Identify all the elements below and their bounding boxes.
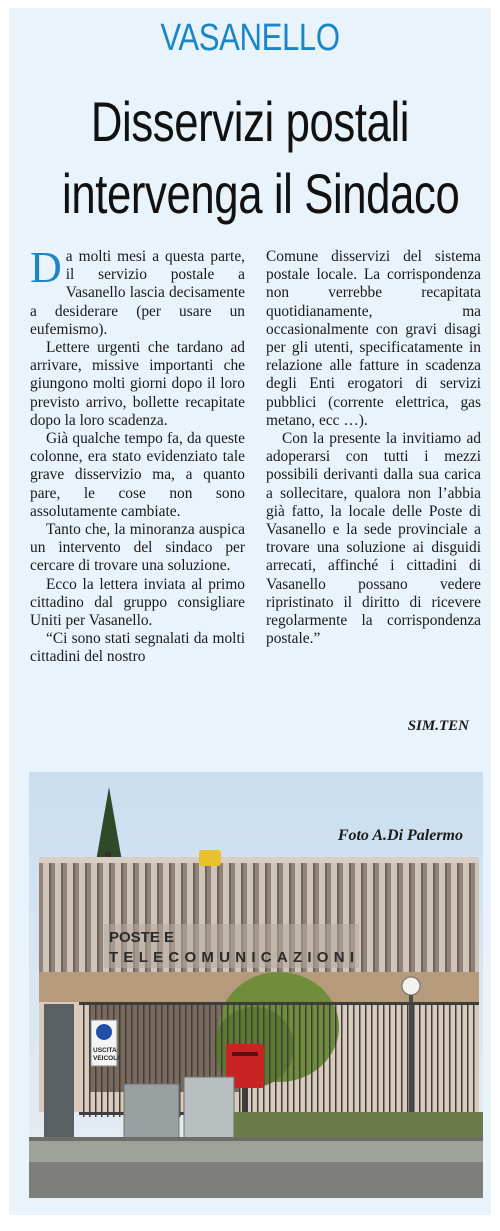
article-paragraph: “Ci sono stati segnalati da molti cittadini del nostro <box>30 630 245 666</box>
no-parking-icon <box>96 1024 112 1040</box>
photo-credit: Foto A.Di Palermo <box>337 827 463 844</box>
post-office-photo <box>29 772 483 1198</box>
building-sign-line-2: TELECOMUNICAZIONI <box>109 949 354 966</box>
headline-line-1: Disservizi postali <box>90 90 410 153</box>
article-paragraph: Lettere urgenti che tardano ad arrivare, missive importanti che giungono molti giorni dopo il loro previsto arrivo, bollette recapitate dopo la loro scadenza. <box>30 339 245 429</box>
drop-cap: D <box>30 243 62 292</box>
article-paragraph: Con la presente la invitiamo ad adoperarsi con tutti i mezzi possibili derivanti dalla sua carica a sollecitare, qualora non l’abbia già fatto, la locale delle Poste di Vasanello e la sede provinciale a trovare una soluzione ai disguidi arrecati, affinché i cittadini di Vasanello possano vedere ripristinato il diritto di ricevere regolarmente la corrispondenza postale.” <box>266 430 481 648</box>
utility-box-right <box>184 1077 234 1139</box>
road <box>29 1162 483 1198</box>
author-signature: SIM.TEN <box>407 718 469 734</box>
building-sign-line-1: POSTE E <box>109 929 175 946</box>
article-body <box>30 243 485 768</box>
headline-line-2: intervenga il Sindaco <box>62 162 460 225</box>
article-column-right <box>266 248 481 648</box>
exit-sign-line-1: USCITA <box>93 1047 117 1054</box>
headline <box>62 86 460 230</box>
poste-logo-icon <box>199 850 221 866</box>
section-label: VASANELLO <box>160 17 340 59</box>
article-paragraph: Da molti mesi a questa parte, il servizio postale a Vasanello lascia decisamente a desiderare (per usare un eufemismo). <box>30 243 245 338</box>
article-paragraph: Comune disservizi del sistema postale locale. La corrispondenza non verrebbe recapitata quotidianamente, ma occasionalmente con gravi disagi per gli utenti, specificatamente in relazione alle fatture in scadenza degli Enti erogatori di servizi pubblici (corrente elettrica, gas metano, ecc …). <box>266 248 481 429</box>
article-paragraph: Già qualche tempo fa, da queste colonne, era stato evidenziato tale grave disservizio ma, a quanto pare, le cose non sono assolutamente cambiate. <box>30 430 245 520</box>
newspaper-page <box>9 8 491 1215</box>
article-paragraph: Tanto che, la minoranza auspica un intervento del sindaco per cercare di trovare una soluzione. <box>30 521 245 575</box>
article-paragraph: Ecco la lettera inviata al primo cittadino dal gruppo consigliare Uniti per Vasanello. <box>30 575 245 630</box>
article-column-left <box>30 243 245 667</box>
exit-sign-line-2: VEICOLI <box>93 1055 120 1062</box>
utility-box-left <box>124 1084 179 1139</box>
